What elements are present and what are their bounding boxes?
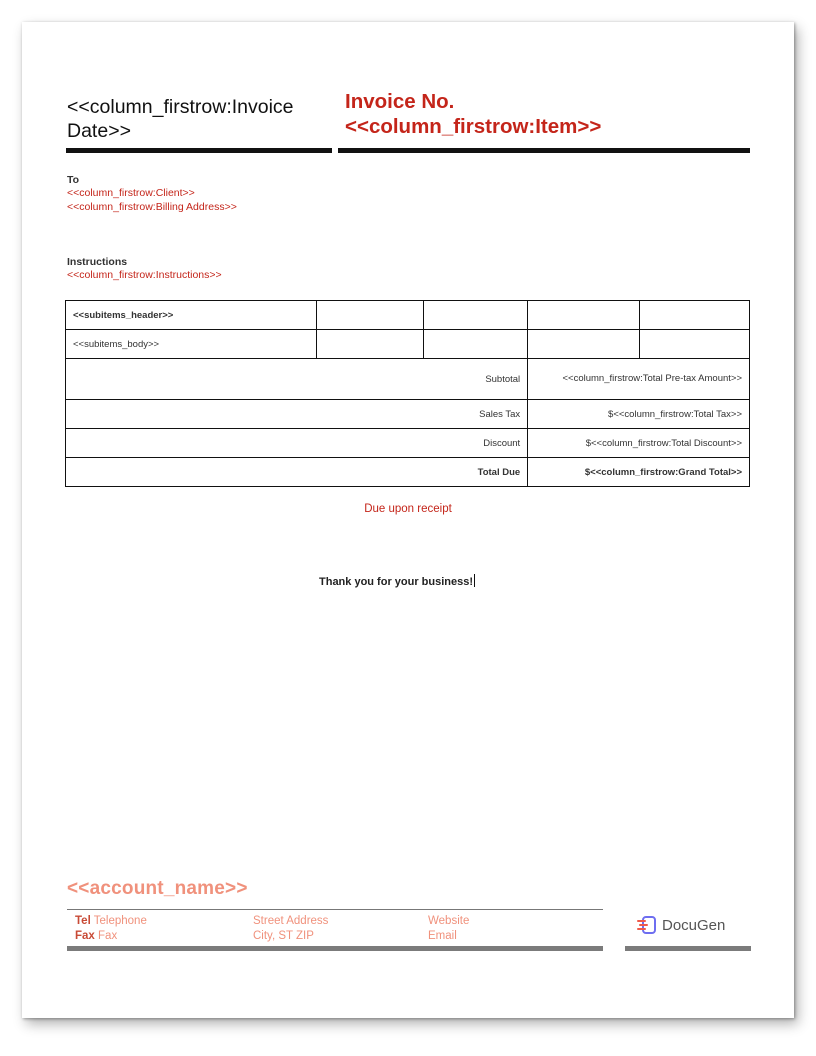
subitems-header-cell: <<subitems_header>> [66,301,317,330]
logo-rule [625,946,751,951]
total-due-row [66,458,750,487]
total-due-label: Total Due [66,458,528,487]
sales-tax-label: Sales Tax [66,400,528,429]
table-cell [640,301,750,330]
invoice-date: <<column_firstrow:Invoice Date>> [67,96,294,142]
header-rule-right [338,148,750,153]
table-cell [316,330,424,359]
thanks-line[interactable] [319,574,475,588]
table-row [66,330,750,359]
email: Email [428,930,457,942]
table-cell [424,301,528,330]
table-cell [424,330,528,359]
instructions-block [67,256,222,282]
total-due-value: $<<column_firstrow:Grand Total>> [528,458,750,487]
thanks-text: Thank you for your business! [319,576,474,588]
header-rule-left [66,148,332,153]
docugen-logo-icon [636,915,658,935]
table-cell [528,301,640,330]
instructions-field: <<column_firstrow:Instructions>> [67,269,222,281]
invoice-number-value: <<column_firstrow:Item>> [345,115,602,138]
billing-address-field: <<column_firstrow:Billing Address>> [67,201,237,213]
website: Website [428,915,470,927]
subtotal-row [66,359,750,400]
due-note: Due upon receipt [364,503,452,515]
document-page [22,22,794,1018]
subtotal-value: <<column_firstrow:Total Pre-tax Amount>> [528,359,750,400]
logo-text: DocuGen [662,916,726,934]
client-field: <<column_firstrow:Client>> [67,187,195,199]
account-name: <<account_name>> [67,878,248,899]
city-line: City, ST ZIP [253,930,314,942]
table-cell [640,330,750,359]
fax-label: Fax [75,930,95,942]
to-label: To [67,174,80,186]
street-address: Street Address [253,915,329,927]
discount-row [66,429,750,458]
table-cell [528,330,640,359]
footer-rule-thin [67,909,603,910]
subtotal-label: Subtotal [66,359,528,400]
items-table [65,300,750,487]
fax-line [75,929,147,944]
subitems-body-cell: <<subitems_body>> [66,330,317,359]
table-cell [316,301,424,330]
footer-contact [75,914,147,944]
invoice-number-label: Invoice No. [345,90,455,113]
sales-tax-value: $<<column_firstrow:Total Tax>> [528,400,750,429]
instructions-label: Instructions [67,256,128,268]
footer-rule-thick [67,946,603,951]
table-row [66,301,750,330]
docugen-logo [636,915,725,935]
footer-web [428,914,469,944]
sales-tax-row [66,400,750,429]
discount-label: Discount [66,429,528,458]
tel-line [75,914,147,929]
fax-value: Fax [98,930,118,942]
text-cursor [474,574,475,587]
invoice-number [345,89,765,139]
discount-value: $<<column_firstrow:Total Discount>> [528,429,750,458]
tel-value: Telephone [93,915,147,927]
footer-address [253,914,328,944]
to-block [67,174,237,214]
tel-label: Tel [75,915,91,927]
